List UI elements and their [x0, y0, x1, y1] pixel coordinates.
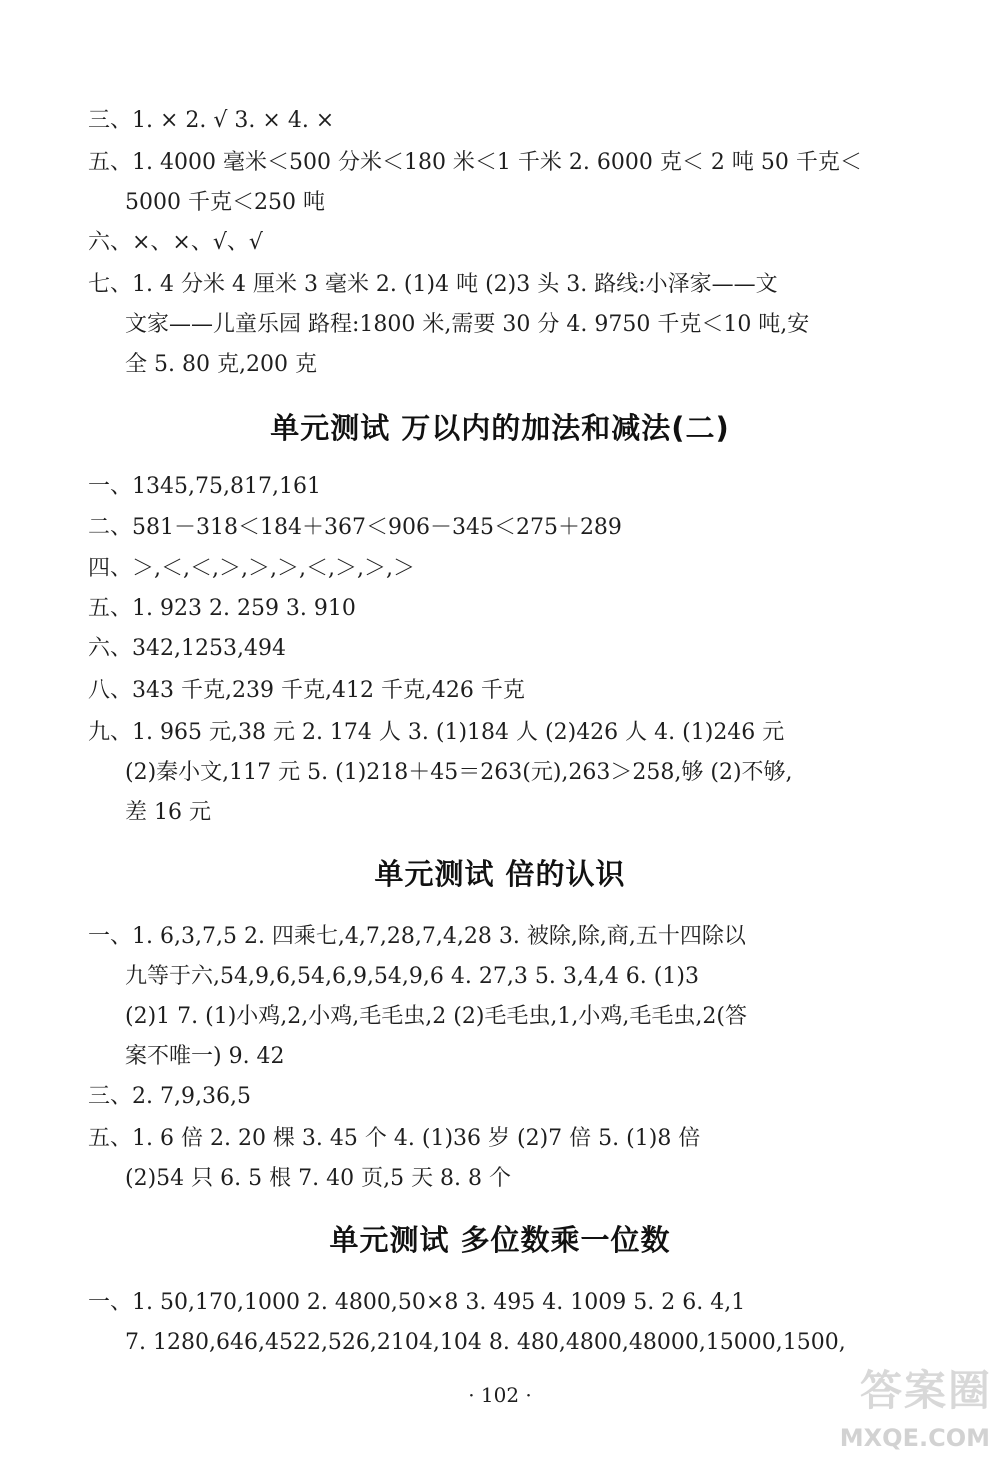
answer-line: 五、1. 923 2. 259 3. 910	[88, 596, 356, 621]
answer-line: 全 5. 80 克,200 克	[125, 352, 317, 377]
answer-line: 文家——儿童乐园 路程:1800 米,需要 30 分 4. 9750 千克＜10 吨,安	[125, 312, 810, 337]
answer-line: (2)1 7. (1)小鸡,2,小鸡,毛毛虫,2 (2)毛毛虫,1,小鸡,毛毛虫,2(答	[125, 1004, 747, 1029]
answer-line: 八、343 千克,239 千克,412 千克,426 千克	[88, 678, 525, 703]
section-heading: 单元测试 万以内的加法和减法(二)	[270, 411, 730, 445]
answer-line: 四、＞,＜,＜,＞,＞,＞,＜,＞,＞,＞	[88, 556, 415, 581]
answer-line: 三、1. × 2. √ 3. × 4. ×	[88, 108, 335, 133]
answer-line: 一、1. 50,170,1000 2. 4800,50×8 3. 495 4. 1009 5. 2 6. 4,1	[88, 1290, 746, 1315]
answer-line: 七、1. 4 分米 4 厘米 3 毫米 2. (1)4 吨 (2)3 头 3. 路线:小泽家——文	[88, 272, 778, 297]
answer-line: 一、1. 6,3,7,5 2. 四乘七,4,7,28,7,4,28 3. 被除,除,商,五十四除以	[88, 924, 746, 949]
answer-line: 差 16 元	[125, 800, 211, 825]
section-heading: 单元测试 倍的认识	[374, 857, 626, 891]
page-number: · 102 ·	[468, 1383, 532, 1407]
answer-line: (2)54 只 6. 5 根 7. 40 页,5 天 8. 8 个	[125, 1166, 512, 1191]
watermark-logo: 答案圈	[859, 1366, 992, 1415]
answer-line: 六、342,1253,494	[88, 636, 286, 661]
answer-line: 5000 千克＜250 吨	[125, 190, 325, 215]
answer-line: 二、581－318＜184＋367＜906－345＜275＋289	[88, 515, 622, 540]
answer-line: 7. 1280,646,4522,526,2104,104 8. 480,4800,48000,15000,1500,	[125, 1330, 846, 1355]
watermark-url: MXQE.COM	[839, 1424, 990, 1452]
answer-line: 五、1. 6 倍 2. 20 棵 3. 45 个 4. (1)36 岁 (2)7 倍 5. (1)8 倍	[88, 1126, 701, 1151]
watermark	[822, 1361, 992, 1461]
section-heading: 单元测试 多位数乘一位数	[329, 1223, 671, 1257]
answer-line: 案不唯一) 9. 42	[125, 1044, 285, 1069]
answer-line: 五、1. 4000 毫米＜500 分米＜180 米＜1 千米 2. 6000 克＜ 2 吨 50 千克＜	[88, 150, 862, 175]
answer-line: 九、1. 965 元,38 元 2. 174 人 3. (1)184 人 (2)426 人 4. (1)246 元	[88, 720, 785, 745]
answer-line: 九等于六,54,9,6,54,6,9,54,9,6 4. 27,3 5. 3,4,4 6. (1)3	[125, 964, 699, 989]
answer-line: 一、1345,75,817,161	[88, 474, 321, 499]
answer-line: 六、×、×、√、√	[88, 230, 263, 255]
answer-line: 三、2. 7,9,36,5	[88, 1084, 251, 1109]
answer-line: (2)秦小文,117 元 5. (1)218＋45＝263(元),263＞258,够 (2)不够,	[125, 760, 793, 785]
